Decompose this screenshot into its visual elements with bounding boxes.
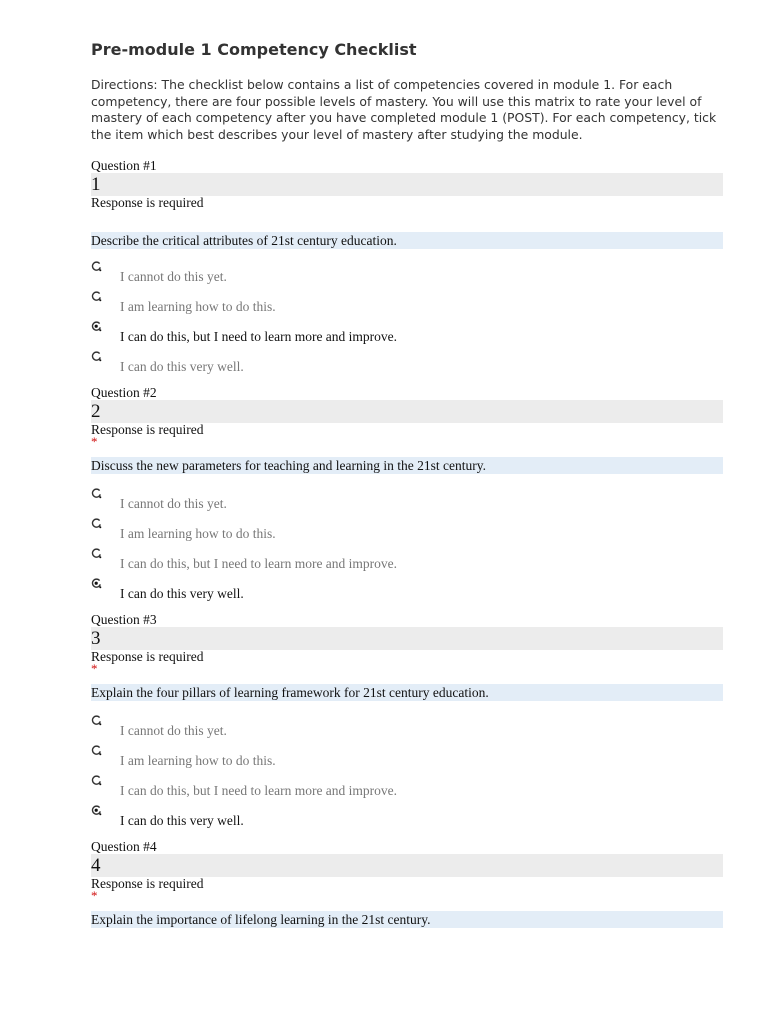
question-label: Question #3 [91,612,157,627]
required-asterisk: * [91,888,98,903]
option-very-well[interactable] [91,576,723,602]
option-label: I am learning how to do this. [120,526,276,541]
response-required-text: Response is required [91,649,204,664]
required-asterisk: * [91,434,98,449]
response-required-text: Response is required [91,876,204,891]
radio-icon[interactable] [91,576,102,587]
option-label: I can do this, but I need to learn more and improve. [120,783,398,798]
option-label: I can do this, but I need to learn more and improve. [120,556,398,571]
radio-icon[interactable] [91,319,102,330]
question-text: Describe the critical attributes of 21st century education. [91,232,723,249]
radio-icon[interactable] [91,516,102,527]
question-text: Explain the importance of lifelong learning in the 21st century. [91,911,723,928]
response-required-text: Response is required [91,422,204,437]
response-required-text: Response is required [91,195,204,210]
option-improve[interactable] [91,319,723,345]
option-cannot[interactable] [91,259,723,285]
question-label: Question #1 [91,158,157,173]
required-asterisk: * [91,661,98,676]
radio-icon[interactable] [91,486,102,497]
radio-icon[interactable] [91,803,102,814]
radio-icon[interactable] [91,773,102,784]
option-label: I cannot do this yet. [120,269,227,284]
question-number: 3 [91,627,723,650]
option-label: I am learning how to do this. [120,299,276,314]
radio-icon[interactable] [91,349,102,360]
question-text: Explain the four pillars of learning framework for 21st century education. [91,684,723,701]
option-very-well[interactable] [91,803,723,829]
question-number: 1 [91,173,723,196]
option-learning[interactable] [91,289,723,315]
radio-selected-dot [95,809,98,812]
question-label: Question #2 [91,385,157,400]
option-cannot[interactable] [91,486,723,512]
radio-icon[interactable] [91,289,102,300]
page-title: Pre-module 1 Competency Checklist [91,40,417,59]
option-label: I cannot do this yet. [120,723,227,738]
radio-icon[interactable] [91,713,102,724]
radio-icon[interactable] [91,743,102,754]
option-cannot[interactable] [91,713,723,739]
option-label: I can do this very well. [120,586,244,601]
option-very-well[interactable] [91,349,723,375]
option-label: I cannot do this yet. [120,496,227,511]
radio-selected-dot [95,582,98,585]
directions-text: Directions: The checklist below contains a list of competencies covered in module 1. For each competency, there are four possible levels of mastery. You will use this matrix to rate your level of mastery of each competency after you have completed module 1 (POST). For each competency, tick the item which best describes your level of mastery after studying the module. [91,77,717,142]
option-label: I can do this very well. [120,359,244,374]
option-label: I can do this, but I need to learn more and improve. [120,329,398,344]
option-improve[interactable] [91,773,723,799]
question-number: 4 [91,854,723,877]
question-number: 2 [91,400,723,423]
option-learning[interactable] [91,743,723,769]
question-text: Discuss the new parameters for teaching and learning in the 21st century. [91,457,723,474]
radio-selected-dot [95,325,98,328]
option-label: I can do this very well. [120,813,244,828]
option-learning[interactable] [91,516,723,542]
radio-icon[interactable] [91,546,102,557]
radio-icon[interactable] [91,259,102,270]
option-improve[interactable] [91,546,723,572]
question-label: Question #4 [91,839,157,854]
option-label: I am learning how to do this. [120,753,276,768]
